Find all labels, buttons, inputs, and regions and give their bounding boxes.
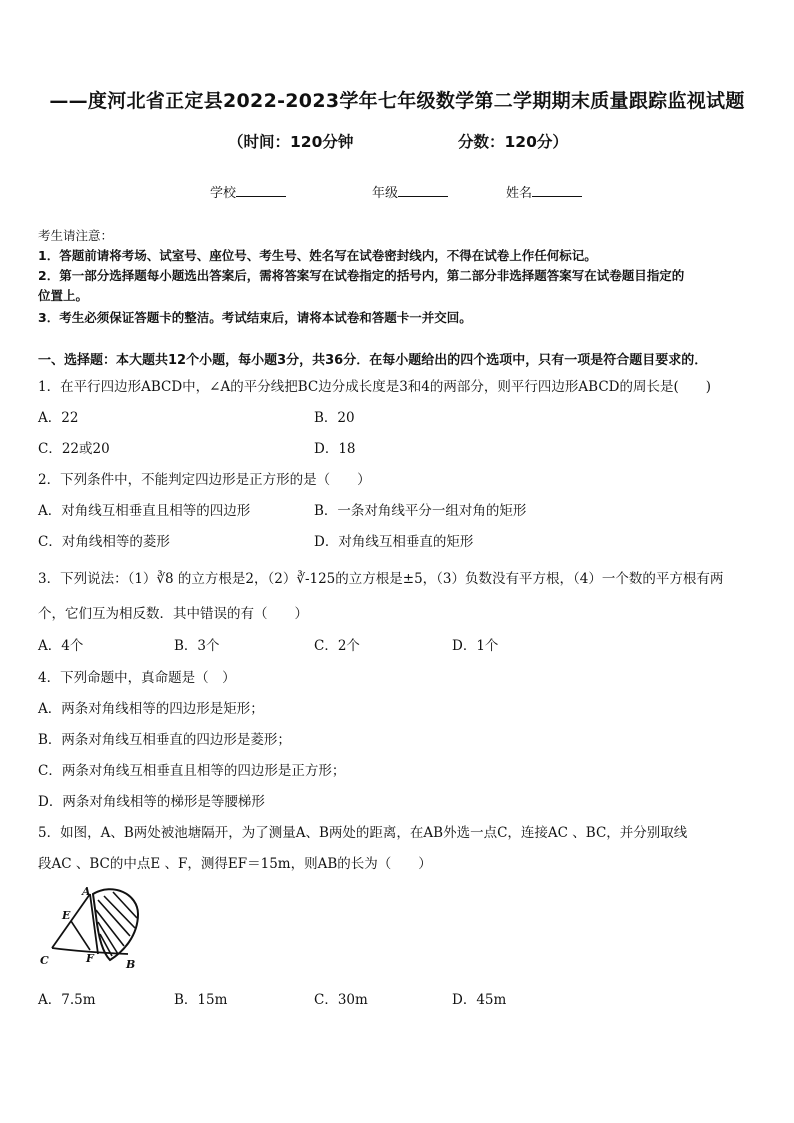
- grade-field: [372, 182, 448, 201]
- school-label: 学校: [210, 186, 237, 201]
- figure-label-a: A: [82, 885, 91, 898]
- name-label: 姓名: [506, 186, 533, 201]
- school-blank: [236, 184, 286, 197]
- q3-option-b: B．3个: [174, 638, 220, 654]
- q1-option-c: C．22或20: [38, 441, 110, 457]
- exam-score: 分数：120分）: [458, 133, 568, 151]
- figure-label-b: B: [126, 958, 136, 971]
- q5-option-c: C．30m: [314, 992, 368, 1008]
- q2-option-d: D．对角线互相垂直的矩形: [314, 534, 474, 550]
- q3-option-d: D．1个: [452, 638, 499, 654]
- note-item: 3．考生必须保证答题卡的整洁。考试结束后，请将本试卷和答题卡一并交回。: [38, 310, 472, 325]
- q3-option-a: A．4个: [38, 638, 84, 654]
- q1-option-a: A．22: [38, 410, 79, 426]
- notes-heading: 考生请注意：: [38, 228, 114, 243]
- q4-option-b: B．两条对角线互相垂直的四边形是菱形；: [38, 732, 291, 748]
- section-heading: 一、选择题：本大题共12个小题，每小题3分，共36分．在每小题给出的四个选项中，只有一项是符合题目要求的．: [38, 353, 708, 368]
- exam-time: （时间：120分钟: [228, 133, 354, 151]
- grade-label: 年级: [372, 186, 399, 201]
- figure-label-c: C: [40, 954, 49, 967]
- q5-option-b: B．15m: [174, 992, 228, 1008]
- note-item: 1．答题前请将考场、试室号、座位号、考生号、姓名写在试卷密封线内，不得在试卷上作任何标记。: [38, 248, 597, 263]
- q5-option-d: D．45m: [452, 992, 507, 1008]
- q2-option-b: B．一条对角线平分一组对角的矩形: [314, 503, 527, 519]
- question-4-stem: 4．下列命题中，真命题是（ ）: [38, 670, 236, 686]
- q4-option-c: C．两条对角线互相垂直且相等的四边形是正方形；: [38, 763, 346, 779]
- question-5-stem-cont: 段AC 、BC的中点E 、F，测得EF＝15m，则AB的长为（ ）: [38, 856, 432, 872]
- name-blank: [532, 184, 582, 197]
- q1-option-b: B．20: [314, 410, 355, 426]
- figure-label-f: F: [86, 952, 94, 965]
- q4-option-d: D．两条对角线相等的梯形是等腰梯形: [38, 794, 265, 810]
- page-title: ——度河北省正定县2022-2023学年七年级数学第二学期期末质量跟踪监视试题: [49, 90, 745, 112]
- question-5-stem: 5．如图，A、B两处被池塘隔开，为了测量A、B两处的距离，在AB外选一点C，连接AC 、BC，并分别取线: [38, 825, 688, 841]
- q3-option-c: C．2个: [314, 638, 360, 654]
- name-field: [506, 182, 582, 201]
- note-item: 2．第一部分选择题每小题选出答案后，需将答案写在试卷指定的括号内，第二部分非选择题答案写在试卷题目指定的: [38, 268, 685, 283]
- q4-option-a: A．两条对角线相等的四边形是矩形；: [38, 701, 264, 717]
- question-1-stem: 1．在平行四边形ABCD中，∠A的平分线把BC边分成长度是3和4的两部分，则平行四边形ABCD的周长是( ): [38, 379, 712, 395]
- q5-option-a: A．7.5m: [38, 992, 96, 1008]
- school-field: [210, 182, 286, 201]
- q2-option-c: C．对角线相等的菱形: [38, 534, 170, 550]
- q1-option-d: D．18: [314, 441, 356, 457]
- question-2-stem: 2．下列条件中，不能判定四边形是正方形的是（ ）: [38, 472, 371, 488]
- note-item: 位置上。: [38, 288, 89, 303]
- grade-blank: [398, 184, 448, 197]
- question-3-stem: 3．下列说法：（1）∛8 的立方根是2，（2）∛-125的立方根是±5，（3）负数没有平方根，（4）一个数的平方根有两: [38, 571, 724, 587]
- q2-option-a: A．对角线互相垂直且相等的四边形: [38, 503, 251, 519]
- pond-figure: [38, 884, 148, 974]
- figure-label-e: E: [62, 909, 71, 922]
- question-3-stem-cont: 个，它们互为相反数．其中错误的有（ ）: [38, 606, 308, 622]
